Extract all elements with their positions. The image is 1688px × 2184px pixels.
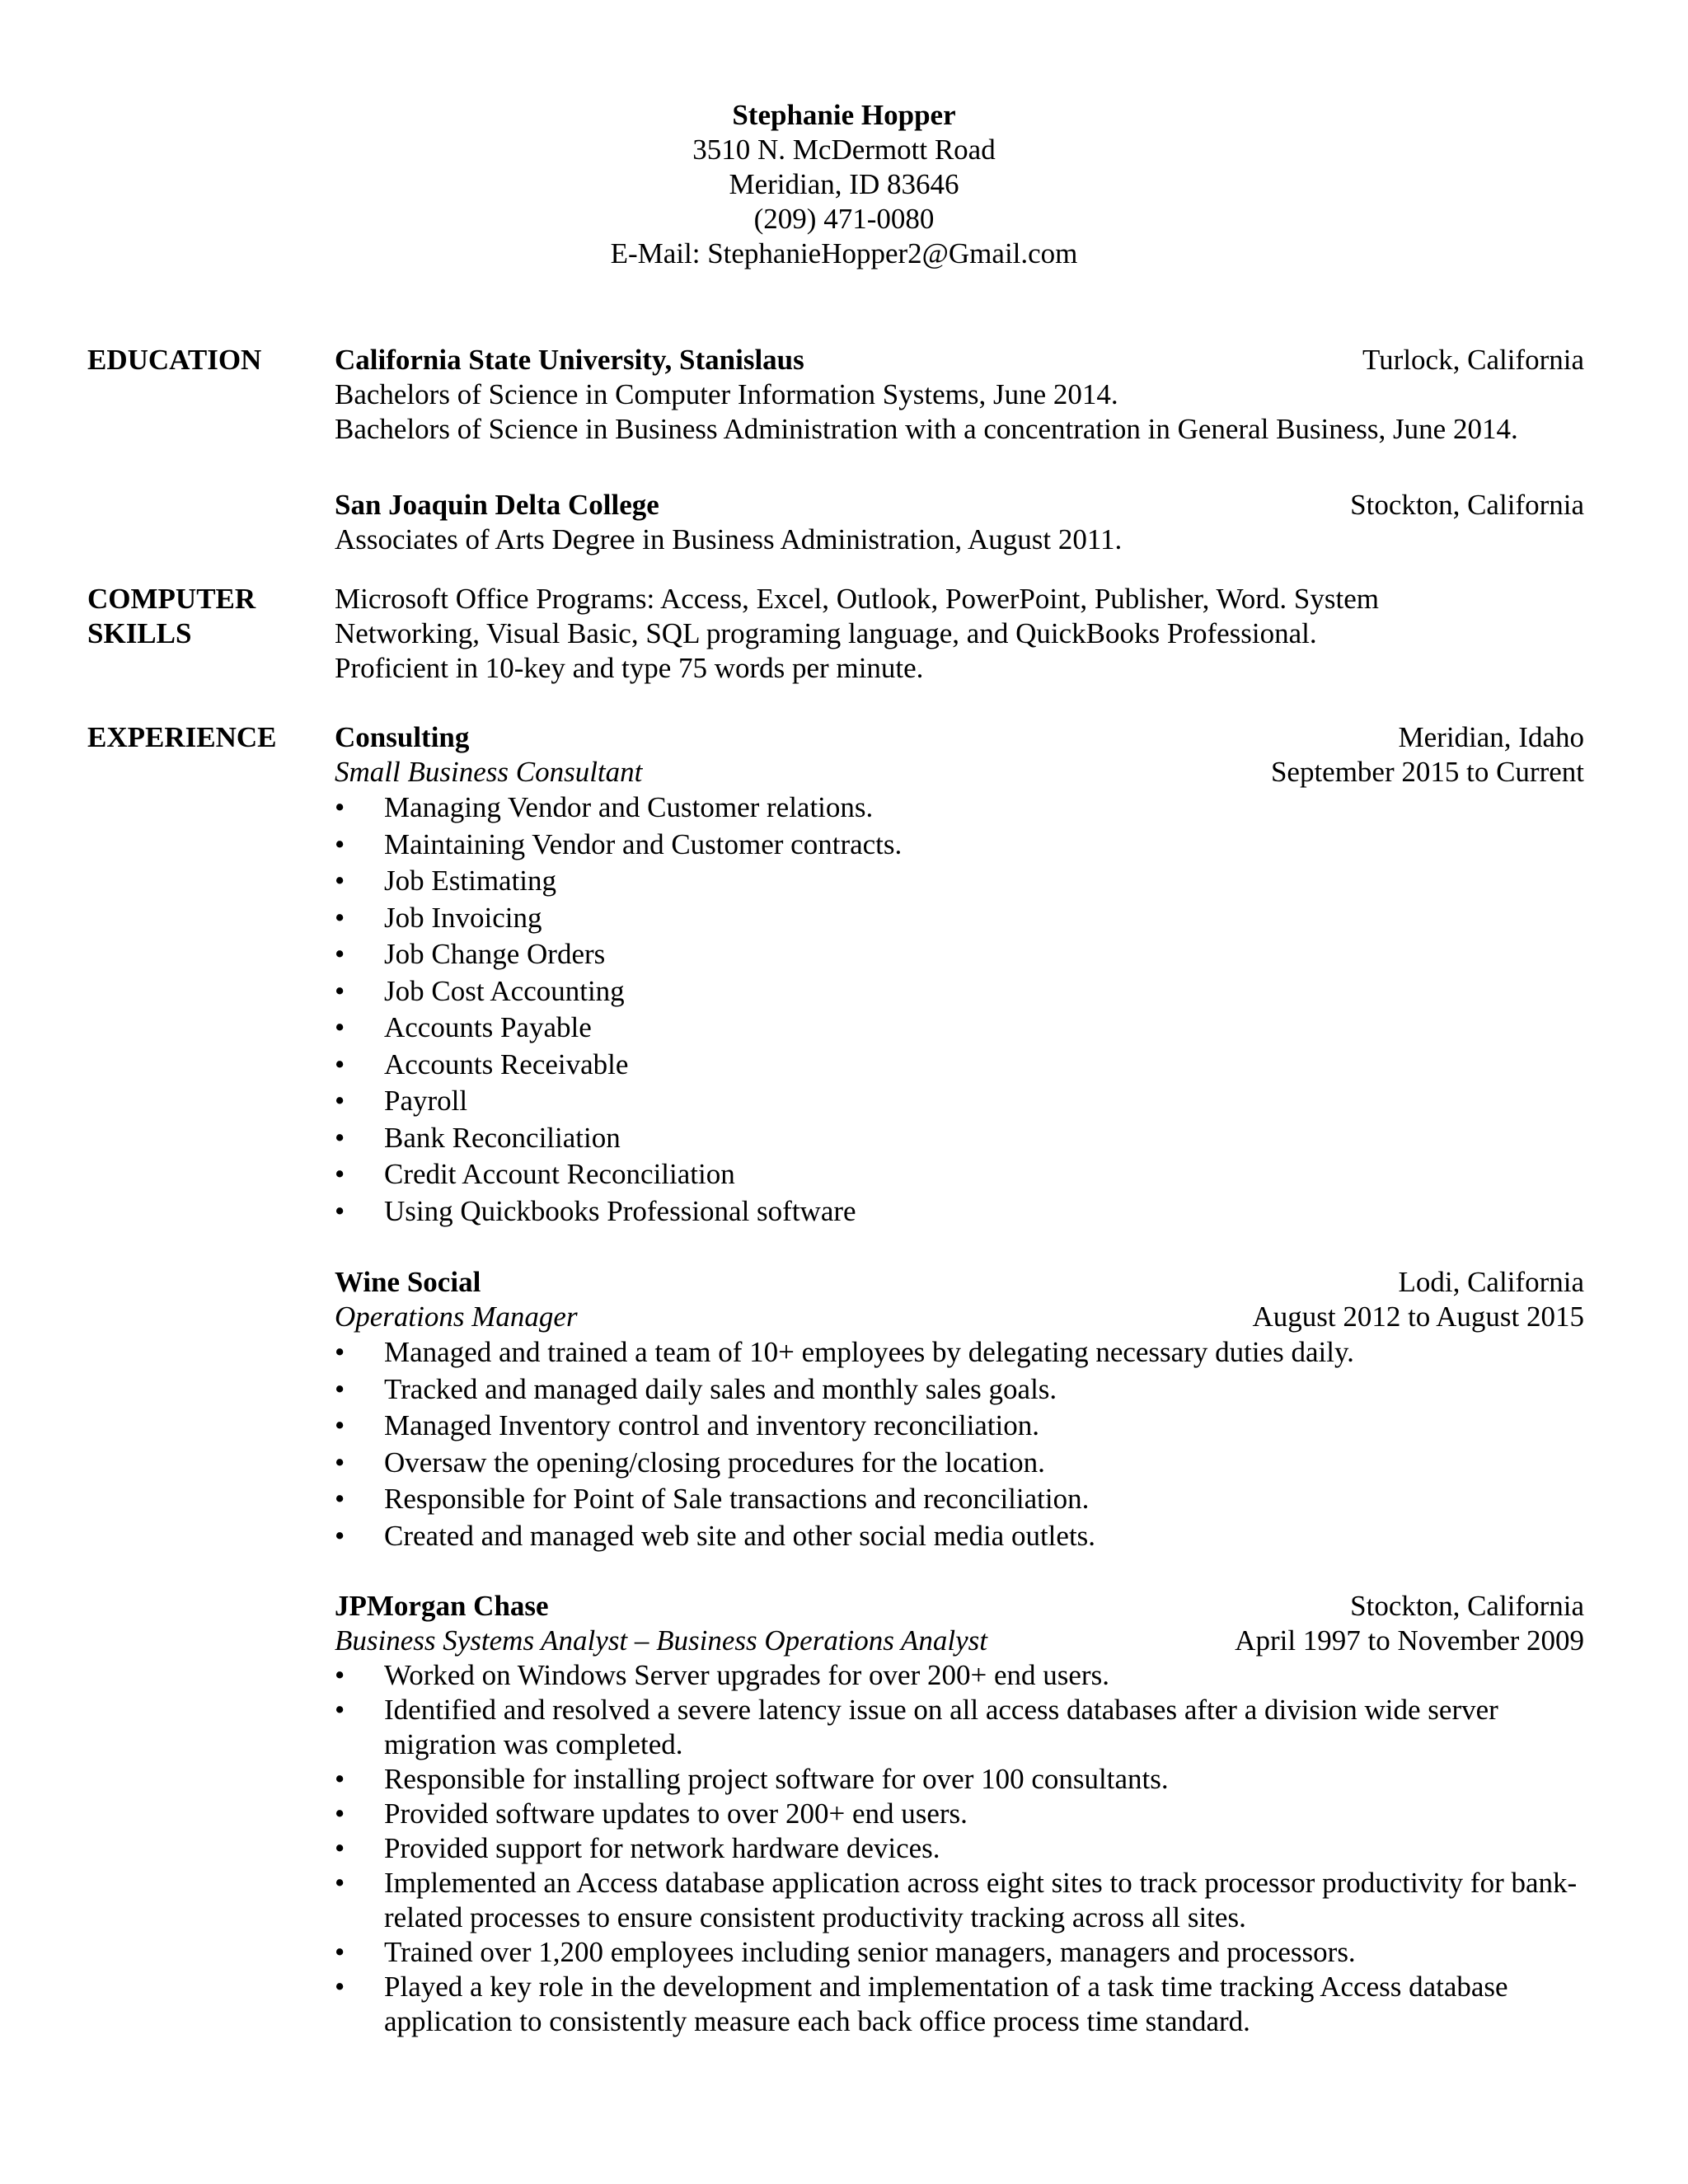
computer-skills-section xyxy=(335,582,1584,686)
street-address: 3510 N. McDermott Road xyxy=(692,134,996,166)
job-consulting xyxy=(335,720,1584,1230)
list-item: • Managed and trained a team of 10+ employees by delegating necessary duties daily. xyxy=(335,1334,1584,1371)
list-item: • Credit Account Reconciliation xyxy=(335,1156,1584,1193)
duties-list xyxy=(335,1334,1584,1554)
list-item: • Worked on Windows Server upgrades for over 200+ end users. xyxy=(335,1658,1584,1693)
list-item: • Trained over 1,200 employees including senior managers, managers and processors. xyxy=(335,1935,1584,1970)
company-name: Consulting xyxy=(335,721,470,753)
list-item: • Managing Vendor and Customer relations. xyxy=(335,790,1584,827)
job-subheader xyxy=(335,1300,1584,1334)
job-subheader xyxy=(335,1624,1584,1658)
list-item: • Bank Reconciliation xyxy=(335,1120,1584,1157)
city-state-zip: Meridian, ID 83646 xyxy=(729,168,959,200)
job-location: Meridian, Idaho xyxy=(1398,721,1584,753)
education-section xyxy=(335,343,1584,447)
list-item: • Payroll xyxy=(335,1083,1584,1120)
job-location: Stockton, California xyxy=(1350,1590,1584,1622)
job-wine-social xyxy=(335,1265,1584,1554)
school-location: Turlock, California xyxy=(1362,344,1584,376)
list-item: • Maintaining Vendor and Customer contracts. xyxy=(335,827,1584,864)
heading-line: SKILLS xyxy=(87,617,192,649)
list-item: • Job Change Orders xyxy=(335,936,1584,973)
job-title: Operations Manager xyxy=(335,1301,578,1333)
school-header xyxy=(335,488,1584,523)
school-name: San Joaquin Delta College xyxy=(335,489,659,521)
school-location: Stockton, California xyxy=(1350,489,1584,521)
list-item: • Tracked and managed daily sales and monthly sales goals. xyxy=(335,1371,1584,1408)
job-header xyxy=(335,1265,1584,1300)
list-item: • Provided software updates to over 200+ end users. xyxy=(335,1797,1584,1831)
applicant-name: Stephanie Hopper xyxy=(732,99,956,131)
list-item: • Accounts Receivable xyxy=(335,1047,1584,1084)
job-dates: August 2012 to August 2015 xyxy=(1252,1301,1584,1333)
company-name: Wine Social xyxy=(335,1266,481,1298)
company-name: JPMorgan Chase xyxy=(335,1590,549,1622)
job-header xyxy=(335,720,1584,755)
list-item: • Oversaw the opening/closing procedures for the location. xyxy=(335,1445,1584,1482)
degree-line: Associates of Arts Degree in Business Administration, August 2011. xyxy=(335,523,1123,555)
list-item: • Provided support for network hardware devices. xyxy=(335,1831,1584,1866)
education-section-2 xyxy=(335,488,1584,557)
skills-line: Proficient in 10-key and type 75 words per minute. xyxy=(335,652,924,684)
list-item: • Implemented an Access database application across eight sites to track processor productivity for bank-related processes to ensure consistent productivity tracking across all sites. xyxy=(335,1866,1584,1935)
list-item: • Managed Inventory control and inventory reconciliation. xyxy=(335,1408,1584,1445)
job-location: Lodi, California xyxy=(1398,1266,1584,1298)
skills-line: Microsoft Office Programs: Access, Excel, Outlook, PowerPoint, Publisher, Word. System xyxy=(335,583,1379,615)
contact-header xyxy=(0,98,1688,271)
list-item: • Created and managed web site and other social media outlets. xyxy=(335,1518,1584,1555)
list-item: • Accounts Payable xyxy=(335,1010,1584,1047)
duties-list xyxy=(335,790,1584,1230)
education-heading: EDUCATION xyxy=(87,344,262,376)
list-item: • Job Invoicing xyxy=(335,900,1584,937)
job-title: Small Business Consultant xyxy=(335,756,643,788)
school-name: California State University, Stanislaus xyxy=(335,344,804,376)
list-item: • Job Estimating xyxy=(335,863,1584,900)
job-subheader xyxy=(335,755,1584,790)
degree-line: Bachelors of Science in Business Administration with a concentration in General Business, June 2014. xyxy=(335,413,1518,445)
heading-line: COMPUTER xyxy=(87,583,256,615)
job-dates: September 2015 to Current xyxy=(1270,756,1584,788)
job-jpmorgan-chase xyxy=(335,1589,1584,2039)
job-title: Business Systems Analyst – Business Operations Analyst xyxy=(335,1624,988,1657)
email-address: E-Mail: StephanieHopper2@Gmail.com xyxy=(610,237,1078,269)
phone-number: (209) 471-0080 xyxy=(753,203,935,235)
experience-heading: EXPERIENCE xyxy=(87,721,277,753)
job-dates: April 1997 to November 2009 xyxy=(1235,1624,1584,1657)
list-item: • Identified and resolved a severe latency issue on all access databases after a division wide server migration was completed. xyxy=(335,1693,1584,1762)
job-header xyxy=(335,1589,1584,1624)
degree-line: Bachelors of Science in Computer Information Systems, June 2014. xyxy=(335,378,1118,410)
list-item: • Job Cost Accounting xyxy=(335,973,1584,1010)
list-item: • Using Quickbooks Professional software xyxy=(335,1193,1584,1230)
school-header xyxy=(335,343,1584,377)
computer-skills-heading xyxy=(87,582,256,651)
skills-line: Networking, Visual Basic, SQL programing language, and QuickBooks Professional. xyxy=(335,617,1317,649)
list-item: • Responsible for installing project software for over 100 consultants. xyxy=(335,1762,1584,1797)
list-item: • Played a key role in the development and implementation of a task time tracking Access database application to consistently measure each back office process time standard. xyxy=(335,1970,1584,2039)
list-item: • Responsible for Point of Sale transactions and reconciliation. xyxy=(335,1481,1584,1518)
duties-list xyxy=(335,1658,1584,2039)
